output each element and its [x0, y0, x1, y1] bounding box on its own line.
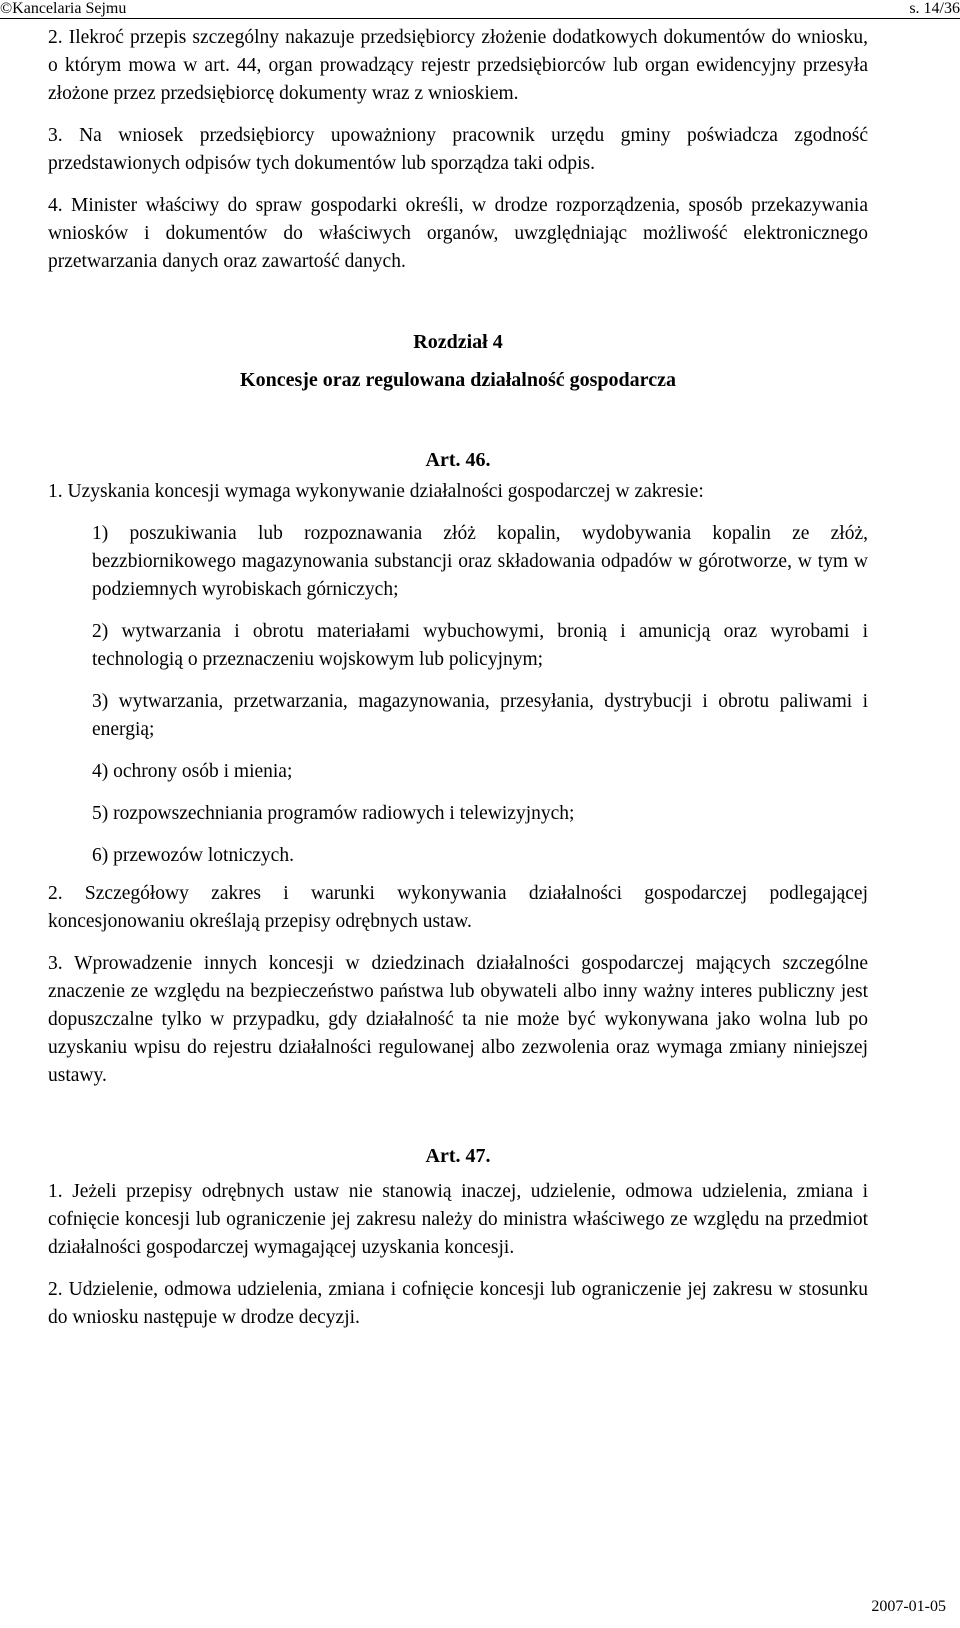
- article-46-paragraph-2: 2. Szczegółowy zakres i warunki wykonywania działalności gospodarczej podlegającej koncesjonowaniu określają przepisy odrębnych ustaw.: [48, 883, 868, 932]
- paragraph-4: 4. Minister właściwy do spraw gospodarki określi, w drodze rozporządzenia, sposób przekazywania wniosków i dokumentów do właściwych organów, uwzględniając możliwość elektronicznego przetwarzania danych oraz zawartość danych.: [48, 195, 868, 272]
- article-46-paragraph-3: 3. Wprowadzenie innych koncesji w dziedzinach działalności gospodarczej mających szczególne znaczenie ze względu na bezpieczeństwo państwa lub obywateli albo inny ważny interes publiczny jest dopuszczalne tylko w przypadku, gdy działalność ta nie może być wykonywana jako wolna lub po uzyskaniu wpisu do rejestru działalności regulowanej albo zezwolenia oraz wymaga zmiany niniejszej ustawy.: [48, 953, 868, 1086]
- article-47-paragraph-2: 2. Udzielenie, odmowa udzielenia, zmiana i cofnięcie koncesji lub ograniczenie jej zakresu w stosunku do wniosku następuje w drodze decyzji.: [48, 1279, 868, 1328]
- list-item: 6) przewozów lotniczych.: [92, 845, 294, 866]
- list-item: 2) wytwarzania i obrotu materiałami wybuchowymi, bronią i amunicją oraz wyrobami i technologią o przeznaczeniu wojskowym lub policyjnym;: [92, 621, 868, 670]
- spacer: [48, 1170, 868, 1178]
- article-47-paragraph-1: 1. Jeżeli przepisy odrębnych ustaw nie stanowią inaczej, udzielenie, odmowa udzielenia, zmiana i cofnięcie koncesji lub ograniczenie jej zakresu należy do ministra właściwego ze względu na przedmiot działalności gospodarczej wymagającej uzyskania koncesji.: [48, 1181, 868, 1258]
- spacer: [48, 356, 868, 366]
- paragraph-3: 3. Na wniosek przedsiębiorcy upoważniony pracownik urzędu gminy poświadcza zgodność przedstawionych odpisów tych dokumentów lub sporządza taki odpis.: [48, 125, 868, 174]
- document-body: [48, 24, 868, 1346]
- spacer: [48, 290, 868, 328]
- list-item: 5) rozpowszechniania programów radiowych i telewizyjnych;: [92, 803, 575, 824]
- header-source: ©Kancelaria Sejmu: [0, 0, 127, 17]
- list-item: 4) ochrony osób i mienia;: [92, 761, 293, 782]
- footer-date: 2007-01-05: [871, 1598, 946, 1615]
- article-46-paragraph-1: 1. Uzyskania koncesji wymaga wykonywanie działalności gospodarczej w zakresie:: [48, 481, 704, 502]
- spacer: [48, 394, 868, 446]
- article-46-title: Art. 46.: [425, 449, 491, 471]
- chapter-heading: Rozdział 4: [413, 331, 503, 353]
- paragraph-2: 2. Ilekroć przepis szczególny nakazuje przedsiębiorcy złożenie dodatkowych dokumentów do wniosku, o którym mowa w art. 44, organ prowadzący rejestr przedsiębiorców lub organ ewidencyjny przesyła złożone przez przedsiębiorcę dokumenty wraz z wnioskiem.: [48, 27, 868, 104]
- spacer: [48, 1104, 868, 1142]
- chapter-title: Koncesje oraz regulowana działalność gospodarcza: [240, 369, 676, 391]
- page-number: s. 14/36: [909, 0, 960, 17]
- list-item: 1) poszukiwania lub rozpoznawania złóż kopalin, wydobywania kopalin ze złóż, bezzbiornikowego magazynowania substancji oraz składowania odpadów w górotworze, w tym w podziemnych wyrobiskach górniczych;: [92, 523, 868, 600]
- article-47-title: Art. 47.: [425, 1145, 491, 1167]
- header-rule: [0, 18, 960, 19]
- page-header: [0, 0, 960, 22]
- list-item: 3) wytwarzania, przetwarzania, magazynowania, przesyłania, dystrybucji i obrotu paliwami i energią;: [92, 691, 868, 740]
